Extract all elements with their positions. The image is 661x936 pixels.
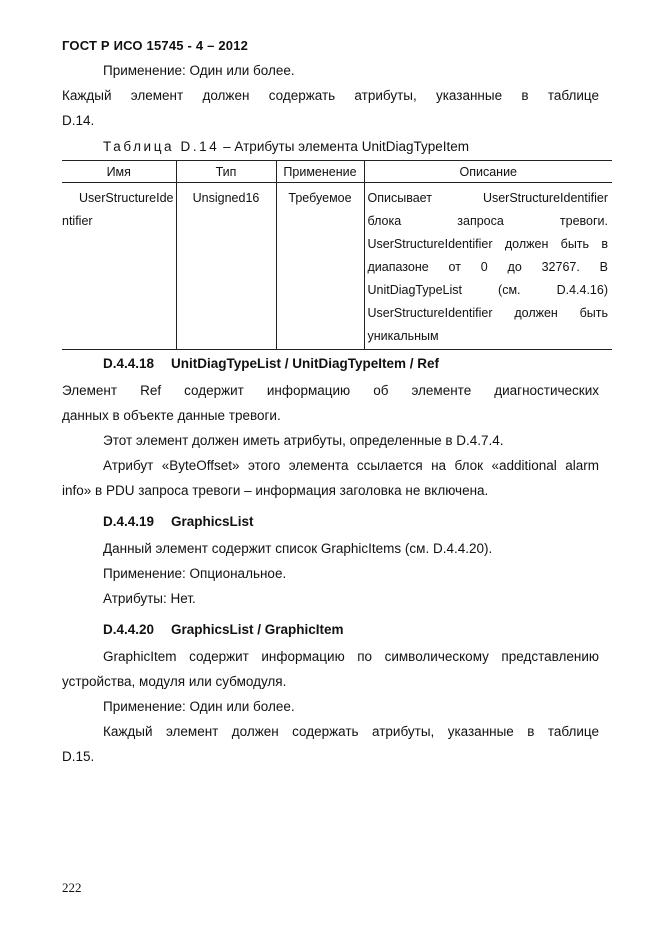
paragraph-graphicslist: Данный элемент содержит список GraphicItems (см. D.4.4.20).: [103, 541, 493, 556]
paragraph-graphicitem-attributes-line1: Каждый элемент должен содержать атрибуты, указанные в таблице: [103, 724, 599, 739]
table-caption-text: – Атрибуты элемента UnitDiagTypeItem: [219, 139, 469, 154]
cell-type: Unsigned16: [176, 183, 276, 350]
paragraph-graphicslist-usage: Применение: Опциональное.: [103, 566, 287, 581]
paragraph-attributes-line1: Каждый элемент должен содержать атрибуты, указанные в таблице: [62, 88, 599, 103]
desc-line: UserStructureIdentifier должен быть: [367, 306, 608, 320]
desc-line: UnitDiagTypeList (см. D.4.4.16): [367, 283, 608, 297]
desc-line: уникальным: [367, 329, 439, 343]
table-header-row: [62, 161, 612, 183]
document-header: ГОСТ Р ИСО 15745 - 4 – 2012: [62, 38, 249, 53]
paragraph-ref-line1: Элемент Ref содержит информацию об элементе диагностических: [62, 383, 599, 398]
section-number: D.4.4.19: [103, 514, 155, 529]
section-heading-d4420: [103, 622, 344, 637]
table-row: [62, 183, 612, 350]
section-title: GraphicsList / GraphicItem: [171, 622, 344, 637]
section-title: GraphicsList: [171, 514, 254, 529]
desc-line: Описывает UserStructureIdentifier: [367, 191, 608, 205]
section-number: D.4.4.20: [103, 622, 155, 637]
paragraph-graphicitem-line1: GraphicItem содержит информацию по символическому представлению: [103, 649, 599, 664]
desc-line: диапазоне от 0 до 32767. В: [367, 260, 608, 274]
paragraph-graphicitem-usage: Применение: Один или более.: [103, 699, 295, 714]
paragraph-graphicslist-attributes: Атрибуты: Нет.: [103, 591, 196, 606]
paragraph-ref-attributes: Этот элемент должен иметь атрибуты, определенные в D.4.7.4.: [103, 433, 504, 448]
paragraph-attributes-line2: D.14.: [62, 113, 95, 128]
table-caption: [103, 139, 469, 154]
header-name: Имя: [62, 161, 176, 183]
paragraph-byteoffset-line1: Атрибут «ByteOffset» этого элемента ссылается на блок «additional alarm: [103, 458, 599, 473]
page-number: 222: [62, 880, 82, 895]
paragraph-ref-line2: данных в объекте данные тревоги.: [62, 408, 281, 423]
paragraph-graphicitem-line2: устройства, модуля или субмодуля.: [62, 674, 287, 689]
cell-name-line2: ntifier: [62, 214, 93, 228]
paragraph-graphicitem-attributes-line2: D.15.: [62, 749, 95, 764]
section-heading-d4418: [103, 356, 439, 371]
cell-name-line1: UserStructureIde: [79, 191, 174, 205]
cell-name: [62, 183, 176, 350]
attributes-table: [62, 160, 612, 350]
section-heading-d4419: [103, 514, 254, 529]
table-caption-label: Таблица D.14: [103, 139, 220, 154]
header-type: Тип: [176, 161, 276, 183]
header-usage: Применение: [276, 161, 364, 183]
cell-usage: Требуемое: [276, 183, 364, 350]
desc-line: UserStructureIdentifier должен быть в: [367, 237, 608, 251]
paragraph-usage: Применение: Один или более.: [103, 63, 295, 78]
header-description: Описание: [364, 161, 612, 183]
section-title: UnitDiagTypeList / UnitDiagTypeItem / Ref: [171, 356, 440, 371]
desc-line: блока запроса тревоги.: [367, 214, 608, 228]
paragraph-byteoffset-line2: info» в PDU запроса тревоги – информация заголовка не включена.: [62, 483, 489, 498]
cell-description: [364, 183, 612, 350]
section-number: D.4.4.18: [103, 356, 155, 371]
